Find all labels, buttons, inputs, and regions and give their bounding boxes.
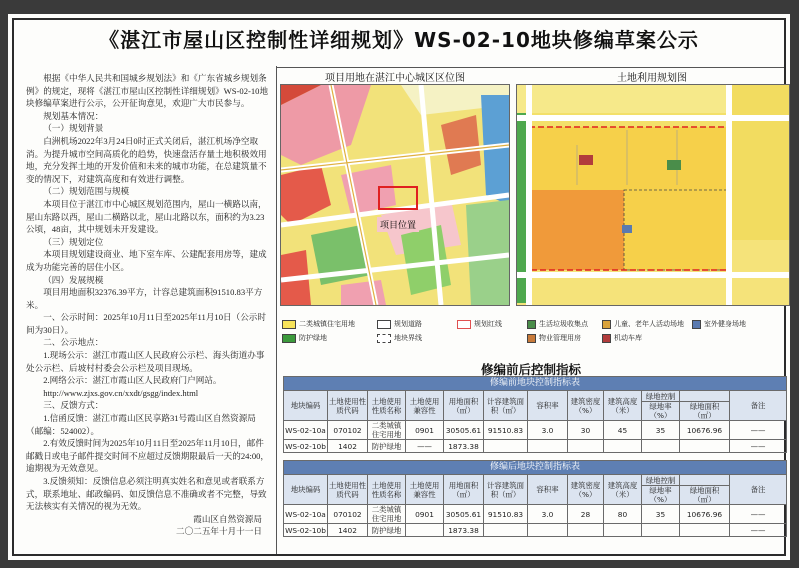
table-cell: 10676.96 [680,421,730,440]
table-cell: 30 [568,421,604,440]
legend-label: 防护绿地 [299,334,327,342]
signature-org: 霞山区自然资源局 [193,513,262,524]
table-caption: 修编后地块控制指标表 [284,461,787,475]
legend-label: 机动车库 [614,334,642,342]
feedback-heading: 三、反馈方式： [43,400,104,411]
intro-paragraph: 根据《中华人民共和国城乡规划法》和《广东省城乡规划条例》的规定，现将《湛江市屋山区控制性详细规划》WS-02-10地块修编草案进行公示，公开征询意见，欢迎广大市民参与。 [26,73,269,109]
table-cell: 28 [568,505,604,524]
table-before [283,376,787,453]
header-cell: 土地使用兼容性 [406,475,444,505]
divider-vertical [276,66,277,554]
table-cell: 10676.96 [680,505,730,524]
legend-swatch [602,320,611,329]
legend-label: 地块界线 [394,334,422,342]
table-caption: 修编前地块控制指标表 [284,377,787,391]
legend-item [602,319,684,329]
header-label: 绿地面积（㎡） [689,485,720,504]
legend-label: 生活垃圾收集点 [539,320,588,328]
table-cell: —— [406,440,444,453]
legend-label: 室外健身场地 [704,320,746,328]
header-cell: 建筑密度（%） [568,391,604,421]
table-cell: 3.0 [528,505,568,524]
landuse-map [516,84,790,306]
header-cell: 计容建筑面积（㎡） [484,391,528,421]
legend-label: 二类城镇住宅用地 [299,320,355,328]
table-cell: 二类城镇住宅用地 [368,505,406,524]
header-label: 绿地率（%） [649,401,672,420]
table-cell: 1402 [328,440,368,453]
legend-label: 儿童、老年人活动场地 [614,320,684,328]
table-cell: 1402 [328,524,368,537]
table-cell [680,440,730,453]
section-1-body: 白洲机场2022年3月24日0时正式关闭后，湛江机场净空取消。为提升城市空间高质化的趋势，快速盘活存量土地积极效用地，充分发挥土地的开发价值和未来的城市功能，在总建筑量不变的情况下，对建筑高度和有效进行调整。 [26,135,267,184]
location-map-graphic [281,85,509,305]
publicity-url[interactable]: http://www.zjxs.gov.cn/xxdt/gsgg/index.html [43,387,199,398]
legend-swatch [692,320,701,329]
header-cell: 容积率 [528,475,568,505]
header-cell [680,391,730,421]
legend-item [602,333,642,343]
legend-swatch [377,334,391,343]
signature-date: 二〇二五年十月十一日 [176,526,262,537]
table-row [284,505,787,524]
table-cell [406,524,444,537]
legend-item [377,319,422,329]
notice-text [26,72,272,538]
publicity-place-online: 2.网络公示：湛江市霞山区人民政府门户网站。 [43,375,222,386]
table-cell: 1873.38 [444,440,484,453]
table-cell [568,524,604,537]
table-cell: —— [730,440,787,453]
table-cell: WS-02-10a [284,421,328,440]
legend-item [377,333,422,343]
legend-swatch [377,320,391,329]
legend-swatch [527,320,536,329]
table-cell: 35 [642,421,680,440]
legend-swatch [457,320,471,329]
table-cell: 91510.83 [484,421,528,440]
header-cell: 备注 [730,475,787,505]
section-1-heading: （一）规划背景 [43,123,104,134]
legend-item [457,319,502,329]
table-cell: WS-02-10b [285,441,326,451]
project-location-label: 项目位置 [377,217,419,232]
section-2-heading: （二）规划范围与规模 [43,186,130,197]
header-cell: 建筑高度（米） [604,475,642,505]
table-row [284,524,787,537]
legend-swatch [282,334,296,343]
legend-label: 规划道路 [394,320,422,328]
notice-page [8,14,790,560]
table-cell: WS-02-10a [284,505,328,524]
feedback-mail: 1.信函反馈：湛江市霞山区民享路31号霞山区自然资源局（邮编：524002）。 [26,413,256,436]
table-cell: 45 [604,421,642,440]
divider-horizontal [277,67,784,68]
header-cell: 地块编码 [284,391,328,421]
table-cell [568,440,604,453]
header-cell: 土地使用性质名称 [368,391,406,421]
landuse-map-caption: 土地利用规划图 [617,73,687,84]
header-cell: 土地使用性质代码 [328,475,368,505]
table-cell: —— [730,421,787,440]
publicity-time: 一、公示时间：2025年10月11日至2025年11月10日（公示时间为30日）。 [26,312,266,335]
section-4-body: 项目用地面积32376.39平方，计容总建筑面积91510.83平方米。 [26,287,263,310]
section-2-body: 本项目位于湛江市中心城区规划范围内，屋山一横路以南，屋山东路以西，屋山二横路以北，屋山北路以东，面积约为3.23公顷，48亩，其中规划未开发建设。 [26,198,267,235]
legend-item [282,333,327,343]
table-cell: 1873.38 [444,524,484,537]
landuse-map-graphic [517,85,789,305]
legend-swatch [282,320,296,329]
table-cell: 35 [642,505,680,524]
table-cell [642,524,680,537]
green-control-header: 绿地控制 [642,392,679,402]
header-cell: 用地面积（㎡） [444,475,484,505]
header-cell: 地块编码 [284,475,328,505]
table-cell: 070102 [328,421,368,440]
table-cell: 防护绿地 [368,440,406,453]
header-cell: 容积率 [528,391,568,421]
legend-item [527,333,581,343]
legend-label: 规划红线 [474,320,502,328]
map-legend [282,317,790,345]
header-cell [642,391,680,421]
header-cell [680,475,730,505]
legend-label: 物业管理用房 [539,334,581,342]
table-cell: —— [730,505,787,524]
section-4-heading: （四）发展规模 [43,274,104,285]
table-cell: 80 [604,505,642,524]
page-title: 《湛江市屋山区控制性详细规划》WS-02-10地块修编草案公示 [99,28,699,52]
table-cell [528,440,568,453]
publicity-place-onsite: 1.现场公示：湛江市霞山区人民政府公示栏、海头街道办事处公示栏、后坡村村委会公示栏及项目现场。 [26,350,265,373]
section-title: 修编前后控制指标 [480,362,581,377]
legend-swatch [527,334,536,343]
table-cell: 30505.61 [444,505,484,524]
table-cell [484,524,528,537]
section-3-body: 本项目规划建设商业、地下室车库、公建配套用房等，建成成为功能完善的居住小区。 [26,249,267,272]
table-cell [680,524,730,537]
table-cell [604,440,642,453]
table-cell: 0901 [406,421,444,440]
header-cell [642,475,680,505]
header-label: 绿地面积（㎡） [689,401,720,420]
table-cell: 91510.83 [484,505,528,524]
table-cell [528,524,568,537]
header-cell: 备注 [730,391,787,421]
section-3-heading: （三）规划定位 [43,236,104,247]
legend-item [282,319,355,329]
feedback-period: 2.有效反馈时间为2025年10月11日至2025年11月10日，邮件邮戳日或电子邮件提交时间不应超过反馈期限最后一天的24:00，逾期视为无效意见。 [26,438,270,474]
feedback-notes: 3.反馈须知：反馈信息必须注明真实姓名和意见或者联系方式，联系地址、邮政编码、如反馈信息不准确或者不完整，导致无法核实有关情况的视为无效。 [26,476,267,512]
table-cell: 0901 [406,505,444,524]
legend-swatch [602,334,611,343]
header-cell: 建筑高度（米） [604,391,642,421]
table-cell: 3.0 [528,421,568,440]
table-cell: 防护绿地 [368,524,406,537]
header-cell: 土地使用性质代码 [328,391,368,421]
location-map [280,84,510,306]
legend-item [527,319,588,329]
table-row [284,440,787,453]
table-cell [604,524,642,537]
table-cell [484,440,528,453]
table-cell: 30505.61 [444,421,484,440]
header-cell: 用地面积（㎡） [444,391,484,421]
header-cell: 土地使用兼容性 [406,391,444,421]
table-after [283,460,787,537]
table-cell: —— [730,524,787,537]
table-cell: 二类城镇住宅用地 [368,421,406,440]
location-map-caption: 项目用地在湛江中心城区区位图 [325,73,465,84]
legend-item [692,319,746,329]
table-cell: 070102 [328,505,368,524]
header-cell: 土地使用性质名称 [368,475,406,505]
table-row [284,421,787,440]
header-cell: 建筑密度（%） [568,475,604,505]
table-cell: WS-02-10b [285,525,326,535]
publicity-place-heading: 二、公示地点： [43,337,104,348]
table-cell [642,440,680,453]
green-control-header: 绿地控制 [642,476,679,486]
summary-heading: 规划基本情况： [43,110,104,121]
header-cell: 计容建筑面积（㎡） [484,475,528,505]
header-label: 绿地率（%） [649,485,672,504]
